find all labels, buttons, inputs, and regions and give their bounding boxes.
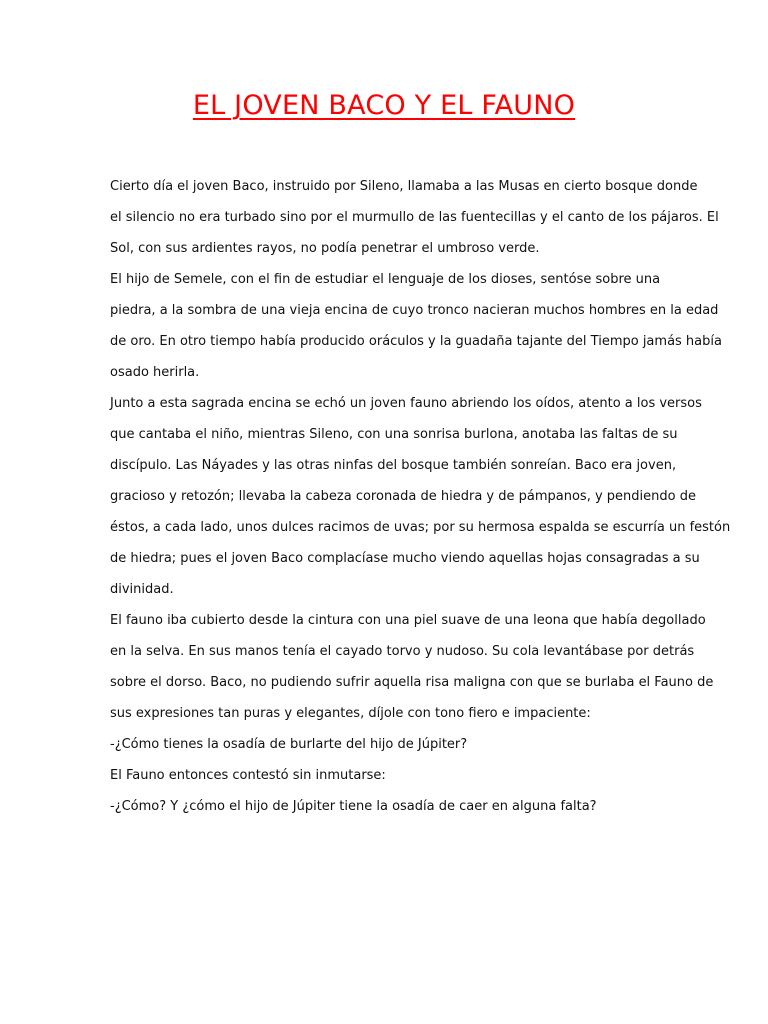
- text-line: gracioso y retozón; llevaba la cabeza coronada de hiedra y de pámpanos, y pendiendo de: [110, 489, 696, 504]
- text-line: Sol, con sus ardientes rayos, no podía penetrar el umbroso verde.: [110, 241, 540, 256]
- text-line: -¿Cómo? Y ¿cómo el hijo de Júpiter tiene la osadía de caer en alguna falta?: [110, 799, 597, 814]
- text-line: Junto a esta sagrada encina se echó un joven fauno abriendo los oídos, atento a los versos: [110, 396, 702, 411]
- text-line: de hiedra; pues el joven Baco complacíase mucho viendo aquellas hojas consagradas a su: [110, 551, 700, 566]
- text-line: el silencio no era turbado sino por el murmullo de las fuentecillas y el canto de los pájaros. El: [110, 210, 719, 225]
- text-line: piedra, a la sombra de una vieja encina de cuyo tronco nacieran muchos hombres en la edad: [110, 303, 719, 318]
- text-line: éstos, a cada lado, unos dulces racimos de uvas; por su hermosa espalda se escurría un festón: [110, 520, 731, 535]
- text-line: El hijo de Semele, con el fin de estudiar el lenguaje de los dioses, sentóse sobre una: [110, 272, 661, 287]
- text-line: El fauno iba cubierto desde la cintura con una piel suave de una leona que había degollado: [110, 613, 706, 628]
- text-line: -¿Cómo tienes la osadía de burlarte del hijo de Júpiter?: [110, 737, 468, 752]
- text-line: discípulo. Las Náyades y las otras ninfas del bosque también sonreían. Baco era joven,: [110, 458, 677, 473]
- document-body: [110, 171, 731, 822]
- text-line: en la selva. En sus manos tenía el cayado torvo y nudoso. Su cola levantábase por detrás: [110, 644, 695, 659]
- document-title: EL JOVEN BACO Y EL FAUNO: [192, 90, 576, 121]
- text-line: sus expresiones tan puras y elegantes, díjole con tono fiero e impaciente:: [110, 706, 591, 721]
- text-line: divinidad.: [110, 582, 174, 597]
- text-line: de oro. En otro tiempo había producido oráculos y la guadaña tajante del Tiempo jamás había: [110, 334, 722, 349]
- text-line: osado herirla.: [110, 365, 200, 380]
- text-line: El Fauno entonces contestó sin inmutarse:: [110, 768, 386, 783]
- text-line: sobre el dorso. Baco, no pudiendo sufrir aquella risa maligna con que se burlaba el Fauno de: [110, 675, 714, 690]
- text-line: que cantaba el niño, mientras Sileno, con una sonrisa burlona, anotaba las faltas de su: [110, 427, 678, 442]
- text-line: Cierto día el joven Baco, instruido por Sileno, llamaba a las Musas en cierto bosque donde: [110, 179, 698, 194]
